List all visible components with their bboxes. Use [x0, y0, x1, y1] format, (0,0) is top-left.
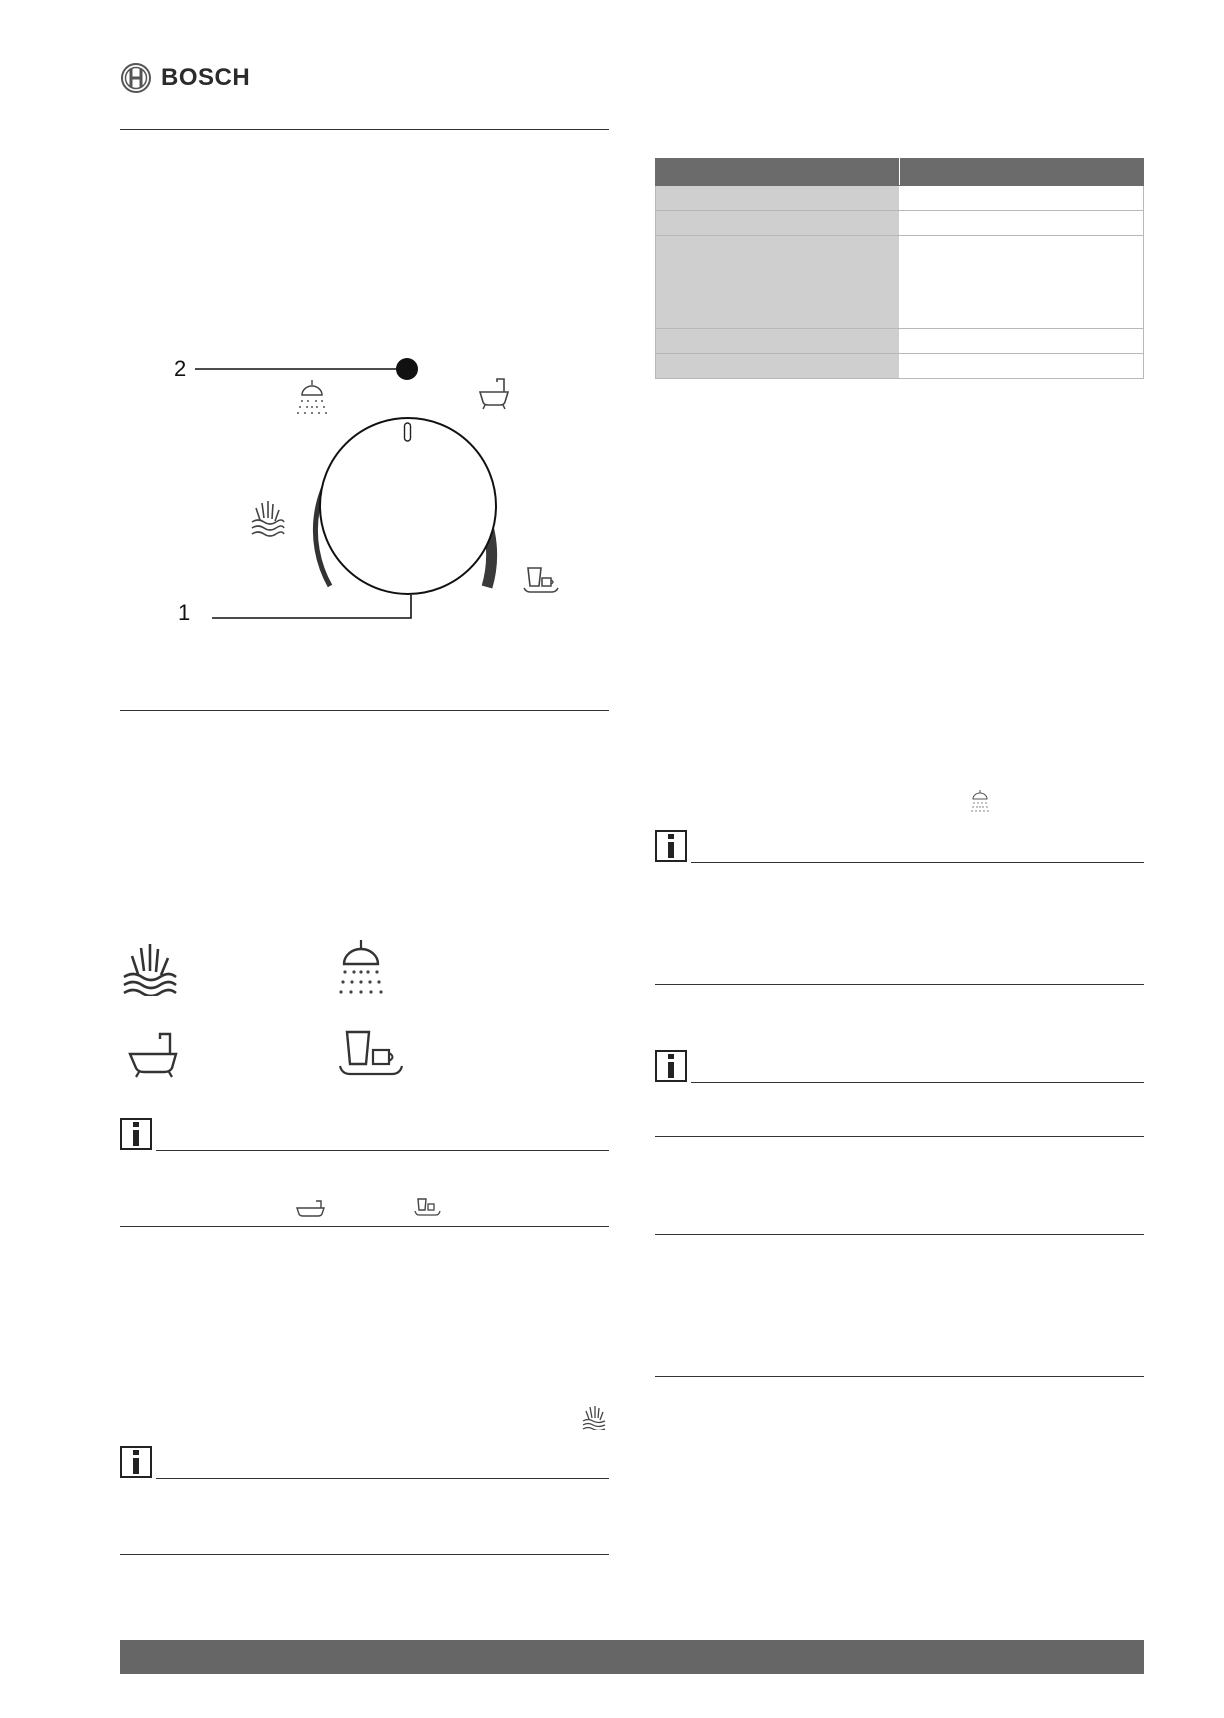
notice-rule: [156, 1478, 609, 1479]
kitchen-sink-icon: [414, 1198, 442, 1218]
section-rule: [655, 1376, 1144, 1377]
section-rule: [120, 710, 609, 711]
notice-end-rule: [120, 1226, 609, 1227]
table-header-row: [656, 159, 1144, 186]
notice-end-rule: [120, 1554, 609, 1555]
indicator-dot: [396, 358, 418, 380]
table-row: [656, 186, 1144, 211]
hand-wash-icon: [122, 940, 178, 996]
info-icon: [120, 1446, 152, 1478]
kitchen-sink-icon: [524, 568, 558, 592]
info-icon: [655, 1050, 687, 1082]
brand-name: BOSCH: [161, 64, 251, 91]
table-row: [656, 236, 1144, 329]
section-rule: [655, 1136, 1144, 1137]
specification-table: [655, 158, 1144, 379]
footer-bar: [120, 1640, 1144, 1674]
table-row: [656, 329, 1144, 354]
table-row: [656, 211, 1144, 236]
bosch-logo-icon: [120, 62, 152, 94]
section-rule: [655, 1234, 1144, 1235]
info-icon: [120, 1118, 152, 1150]
brand-logo: [120, 62, 254, 94]
temperature-dial-figure: [160, 340, 580, 640]
shower-icon: [297, 380, 327, 414]
callout-1-label: 1: [178, 600, 191, 625]
bathtub-icon: [128, 1030, 180, 1078]
info-icon: [655, 830, 687, 862]
kitchen-sink-icon: [338, 1030, 404, 1078]
shower-icon: [336, 940, 386, 996]
notice-rule: [691, 862, 1144, 863]
notice-end-rule: [655, 984, 1144, 985]
shower-icon: [970, 790, 990, 812]
callout-2-label: 2: [174, 356, 187, 381]
notice-rule: [691, 1082, 1144, 1083]
bathtub-icon: [480, 379, 508, 409]
header-rule: [120, 129, 609, 130]
notice-rule: [156, 1150, 609, 1151]
bathtub-icon: [296, 1200, 326, 1218]
table-row: [656, 354, 1144, 379]
hand-wash-icon: [252, 501, 284, 536]
hand-wash-icon: [582, 1404, 606, 1430]
dial-knob: [320, 418, 496, 594]
